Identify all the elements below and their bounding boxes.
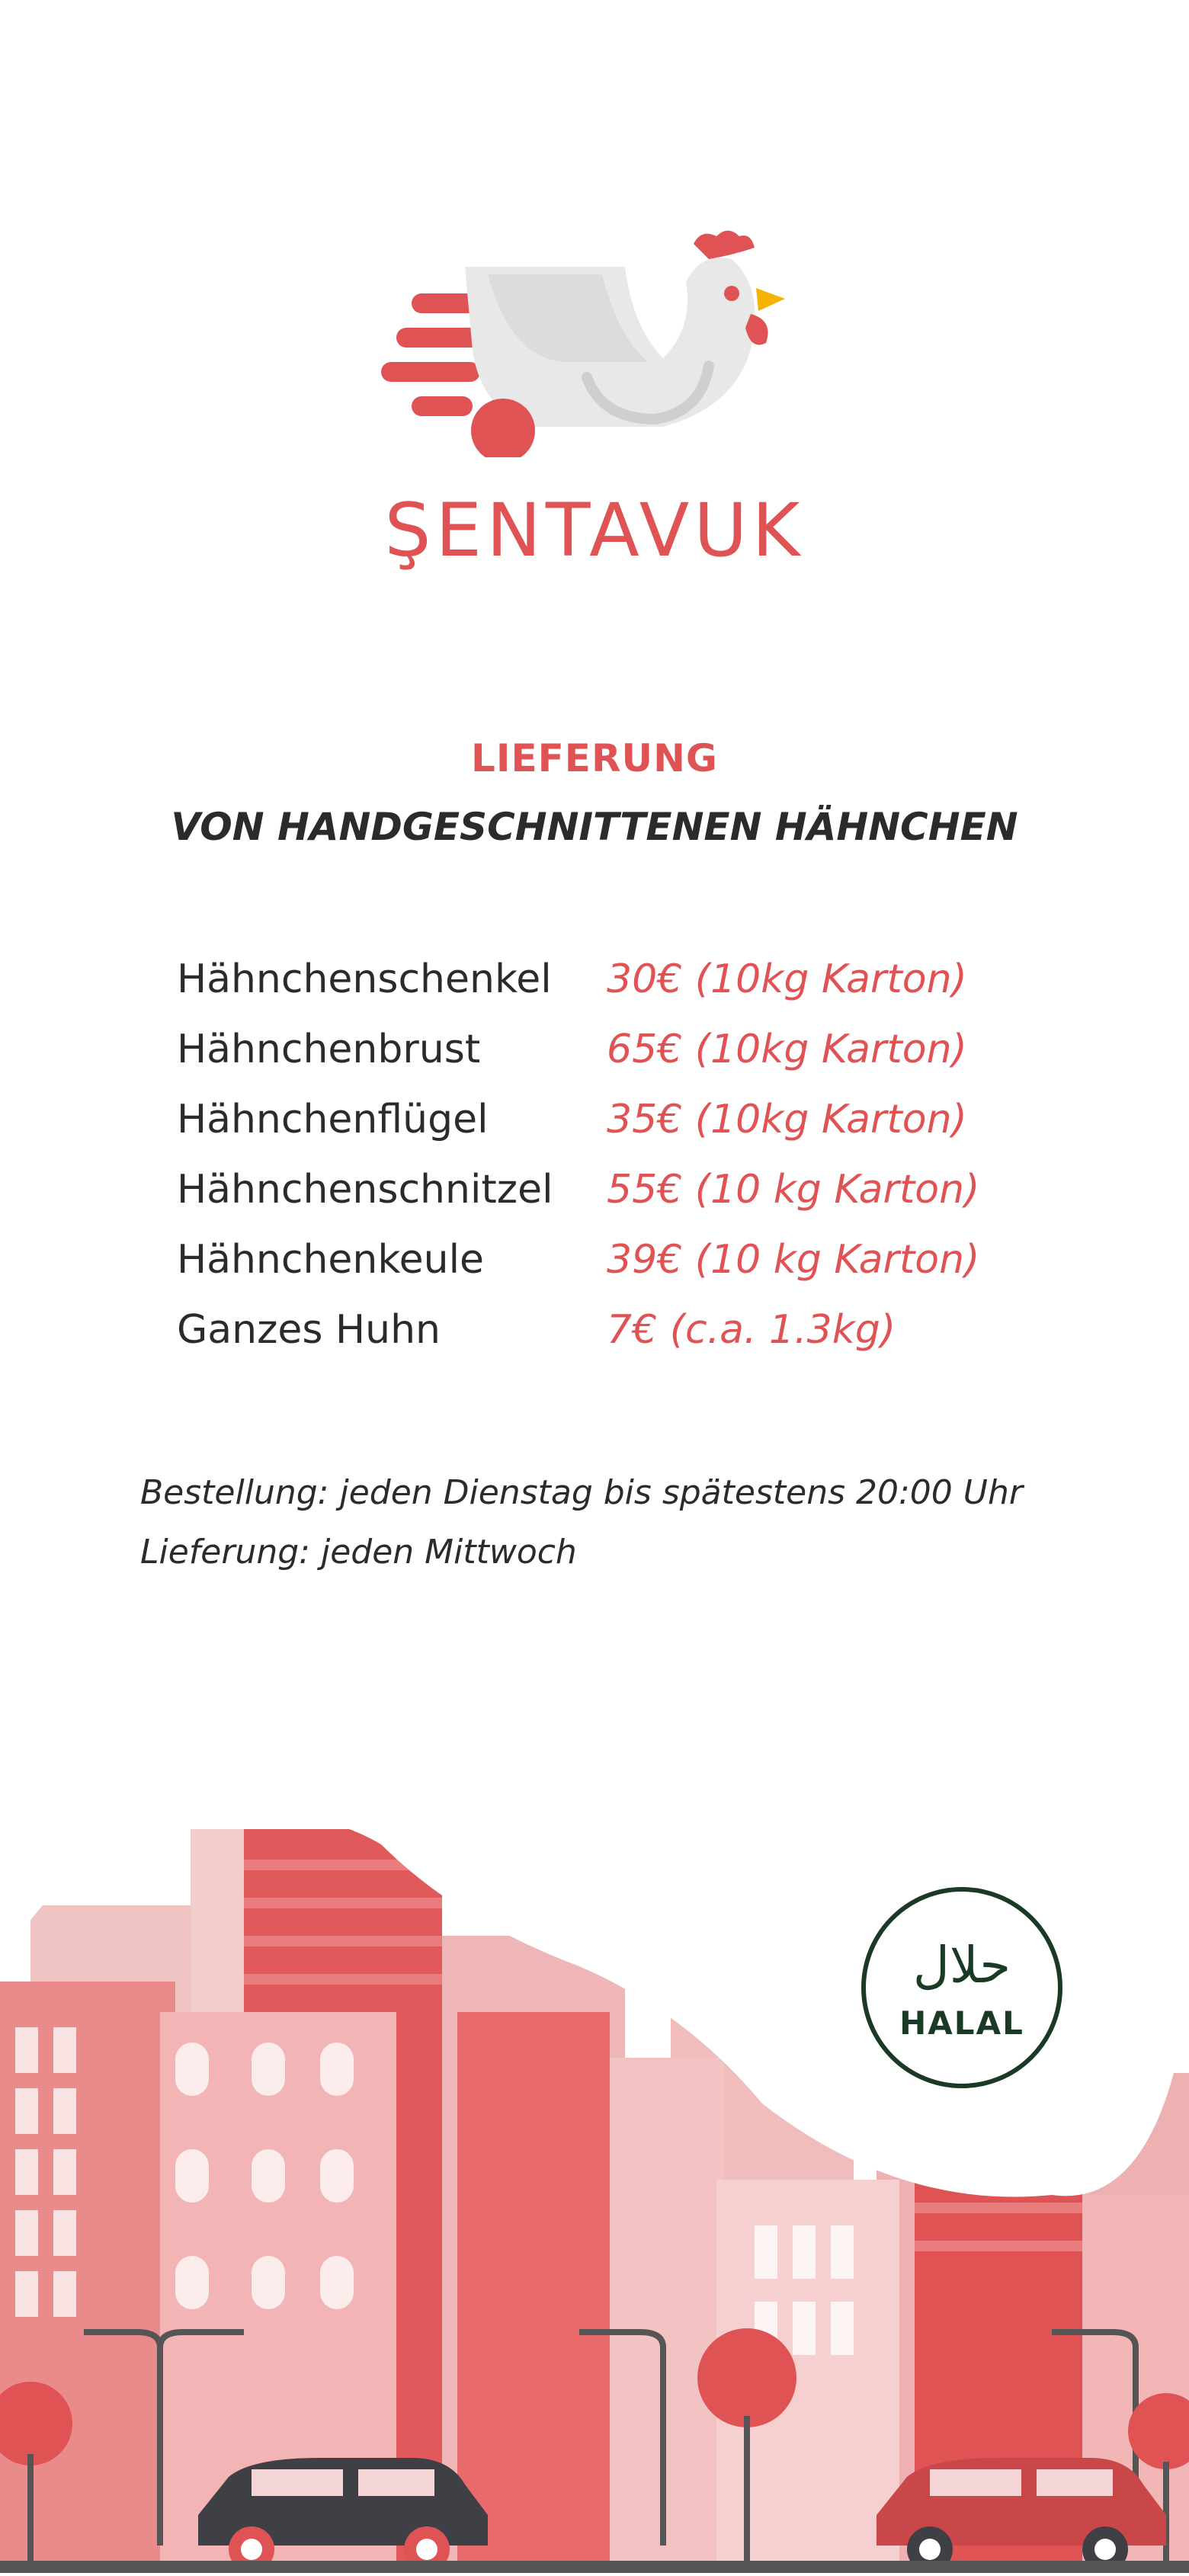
halal-badge bbox=[861, 1887, 1062, 2088]
delivery-schedule: Lieferung: jeden Mittwoch bbox=[140, 1533, 577, 1572]
product-price: 30€ (10kg Karton) bbox=[607, 956, 967, 1002]
price-list bbox=[177, 956, 1091, 1377]
product-name: Ganzes Huhn bbox=[177, 1307, 441, 1353]
price-row bbox=[177, 1167, 1091, 1237]
product-name: Hähnchenschenkel bbox=[177, 956, 552, 1002]
product-price: 39€ (10 kg Karton) bbox=[607, 1237, 980, 1283]
order-info bbox=[140, 1463, 1023, 1582]
price-row bbox=[177, 956, 1091, 1027]
product-name: Hähnchenflügel bbox=[177, 1097, 489, 1142]
halal-label: HALAL bbox=[899, 2004, 1024, 2042]
product-name: Hähnchenkeule bbox=[177, 1237, 485, 1283]
product-price: 7€ (c.a. 1.3kg) bbox=[607, 1307, 896, 1353]
product-price: 35€ (10kg Karton) bbox=[607, 1097, 967, 1142]
headline-subtitle: VON HANDGESCHNITTENEN HÄHNCHEN bbox=[171, 805, 1018, 849]
halal-arabic-text: حلال bbox=[912, 1936, 1011, 1994]
brand-name: ŞENTAVUK bbox=[384, 488, 805, 573]
order-schedule: Bestellung: jeden Dienstag bis spätestens 20:00 Uhr bbox=[140, 1473, 1023, 1512]
price-row bbox=[177, 1027, 1091, 1097]
product-price: 55€ (10 kg Karton) bbox=[607, 1167, 980, 1213]
product-name: Hähnchenbrust bbox=[177, 1027, 481, 1072]
logo-graphic bbox=[373, 229, 816, 457]
product-price: 65€ (10kg Karton) bbox=[607, 1027, 967, 1072]
price-row bbox=[177, 1097, 1091, 1167]
chicken-delivery-icon bbox=[373, 229, 816, 457]
product-name: Hähnchenschnitzel bbox=[177, 1167, 553, 1213]
price-row bbox=[177, 1307, 1091, 1377]
headline-delivery: LIEFERUNG bbox=[471, 736, 718, 780]
price-row bbox=[177, 1237, 1091, 1307]
